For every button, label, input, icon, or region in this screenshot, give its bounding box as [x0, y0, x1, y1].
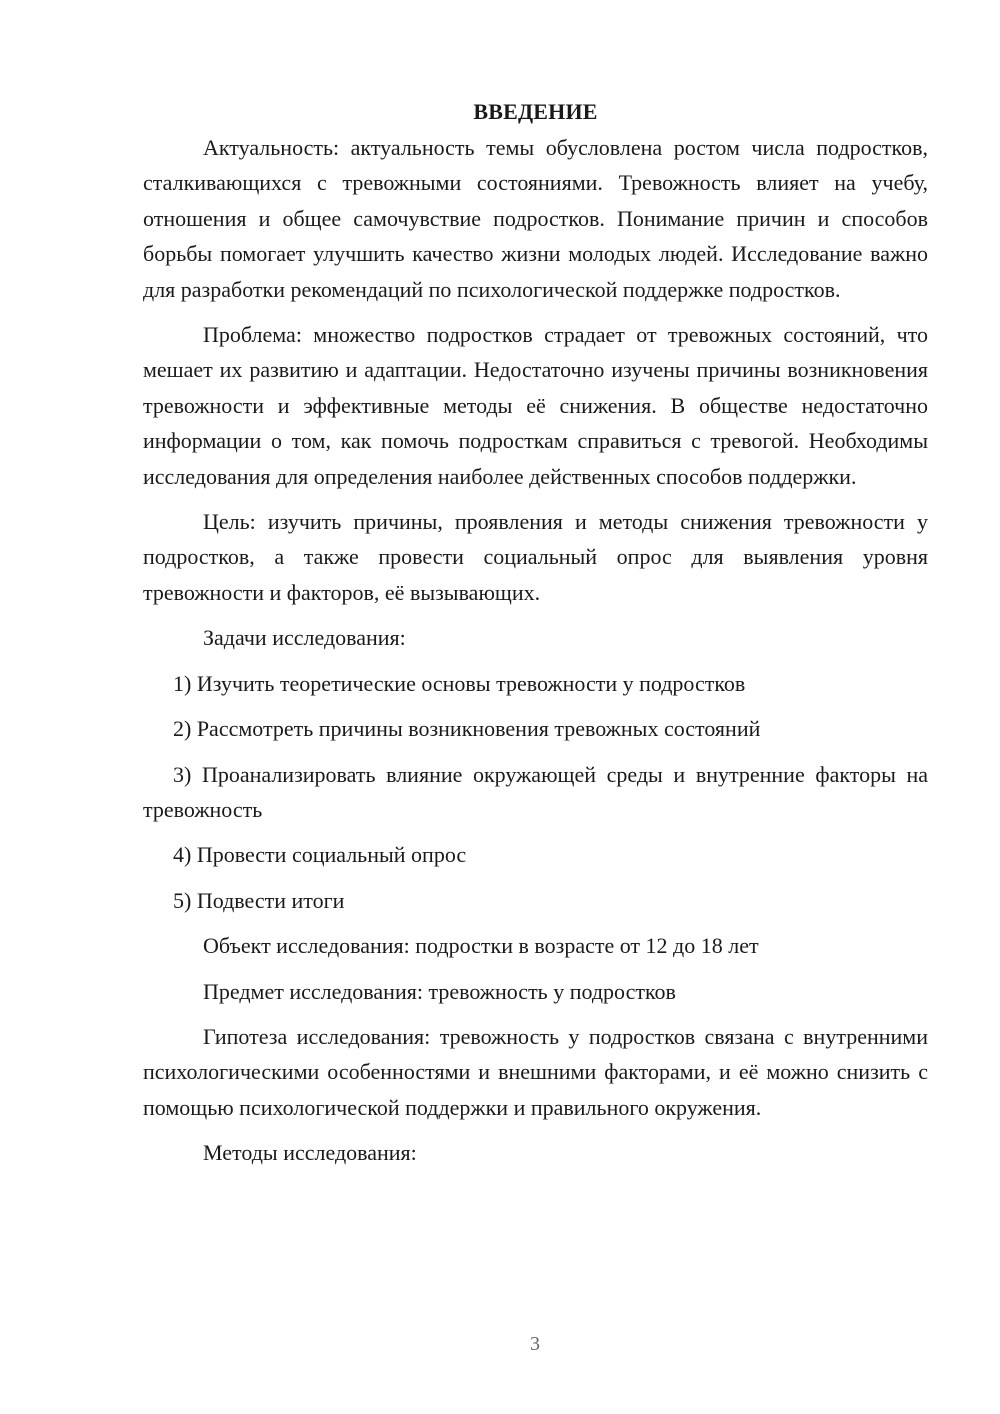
- research-object: Объект исследования: подростки в возрасте от 12 до 18 лет: [203, 933, 759, 959]
- document-page: [143, 94, 928, 1171]
- relevance-paragraph: Актуальность: актуальность темы обусловлена ростом числа подростков, сталкивающихся с тревожными состояниями. Тревожность влияет на учебу, отношения и общее самочувствие подростков. Понимание причин и способов борьбы помогает улучшить качество жизни молодых людей. Исследование важно для разработки рекомендаций по психологической поддержке подростков.: [143, 135, 928, 302]
- task-item-3: 3) Проанализировать влияние окружающей среды и внутренние факторы на тревожность: [143, 761, 928, 822]
- problem-paragraph: Проблема: множество подростков страдает от тревожных состояний, что мешает их развитию и адаптации. Недостаточно изучены причины возникновения тревожности и эффективные методы её снижения. В обществе недостаточно информации о том, как помочь подросткам справиться с тревогой. Необходимы исследования для определения наиболее действенных способов поддержки.: [143, 322, 928, 489]
- hypothesis-paragraph: Гипотеза исследования: тревожность у подростков связана с внутренними психологическими особенностями и внешними факторами, и её можно снизить с помощью психологической поддержки и правильного окружения.: [143, 1023, 928, 1120]
- tasks-title: Задачи исследования:: [203, 625, 406, 651]
- task-item-4: 4) Провести социальный опрос: [173, 842, 467, 868]
- task-item-2: 2) Рассмотреть причины возникновения тревожных состояний: [173, 716, 761, 742]
- task-item-5: 5) Подвести итоги: [173, 887, 345, 913]
- page-number: 3: [530, 1333, 540, 1355]
- research-subject: Предмет исследования: тревожность у подростков: [203, 978, 676, 1004]
- goal-paragraph: Цель: изучить причины, проявления и методы снижения тревожности у подростков, а также провести социальный опрос для выявления уровня тревожности и факторов, её вызывающих.: [143, 509, 928, 605]
- methods-title: Методы исследования:: [203, 1140, 417, 1166]
- section-heading: ВВЕДЕНИЕ: [473, 99, 598, 124]
- task-item-1: 1) Изучить теоретические основы тревожности у подростков: [173, 670, 746, 696]
